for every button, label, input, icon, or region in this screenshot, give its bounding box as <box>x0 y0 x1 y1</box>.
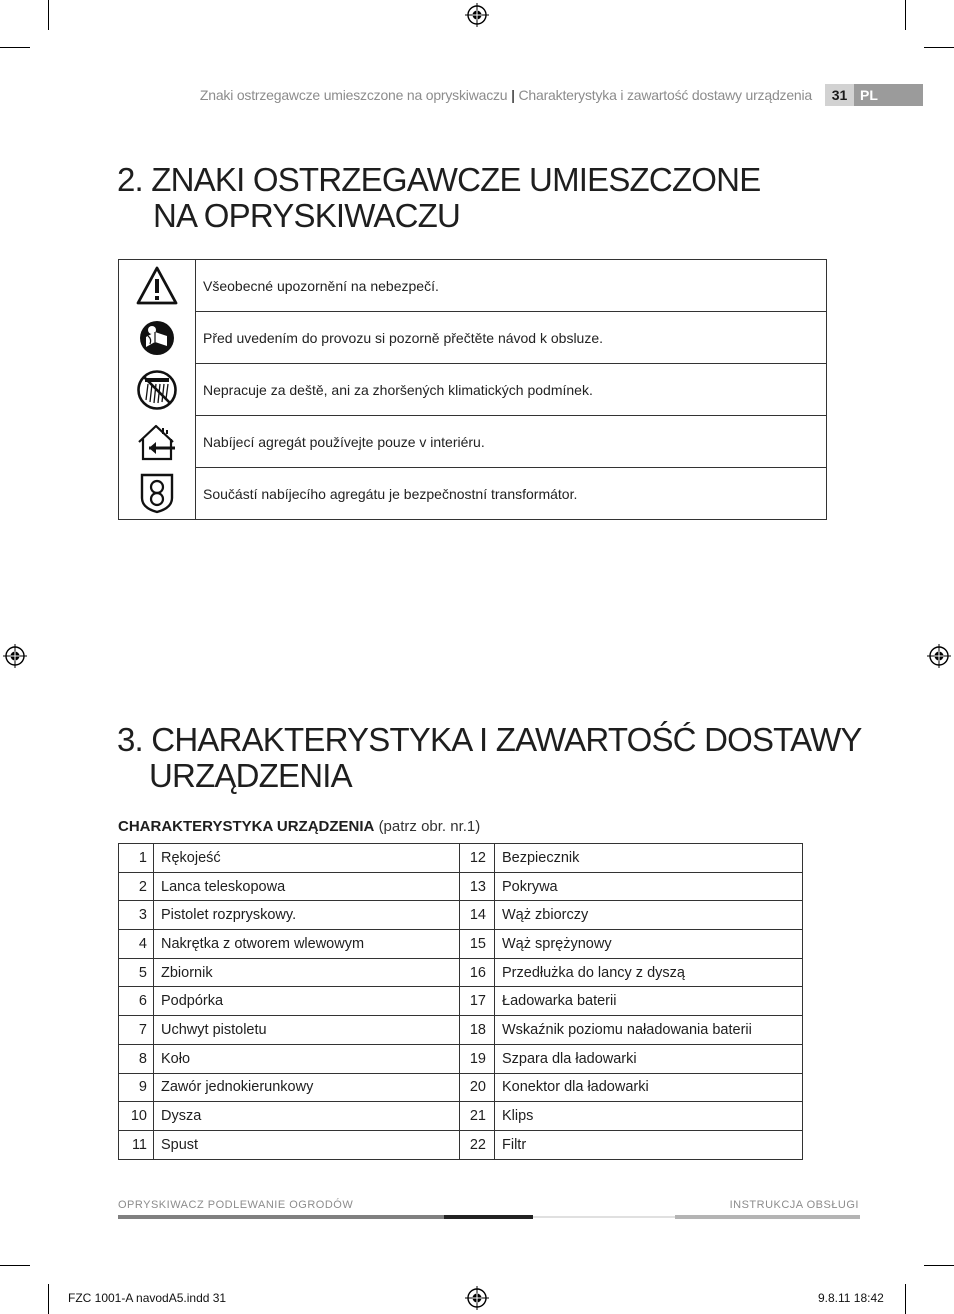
warning-row <box>119 260 827 312</box>
section-3-title <box>117 722 862 794</box>
feature-number: 18 <box>460 1016 495 1045</box>
page-tab <box>825 84 923 106</box>
section-3-title-line2: URZĄDZENIA <box>149 757 352 794</box>
section-2-title-line2: NA OPRYSKIWACZU <box>153 197 461 234</box>
warning-text: Součástí nabíjecího agregátu je bezpečnostní transformátor. <box>196 468 827 520</box>
feature-row <box>119 872 803 901</box>
crop-mark <box>0 1265 30 1266</box>
feature-number: 17 <box>460 987 495 1016</box>
slug-date: 9.8.11 18:42 <box>818 1291 884 1305</box>
feature-name: Ładowarka baterii <box>495 987 803 1016</box>
warning-row <box>119 416 827 468</box>
footer-bar <box>118 1215 444 1219</box>
footer-left-text: OPRYSKIWACZ PODLEWANIE OGRODÓW <box>118 1199 354 1211</box>
read-manual-icon <box>138 319 176 357</box>
feature-name: Spust <box>154 1130 460 1159</box>
feature-name: Wąż zbiorczy <box>495 901 803 930</box>
language-label: PL <box>854 84 923 106</box>
feature-number: 15 <box>460 930 495 959</box>
slug-file-name: FZC 1001-A navodA5.indd 31 <box>68 1291 227 1305</box>
warning-text: Před uvedením do provozu si pozorně přečtěte návod k obsluze. <box>196 312 827 364</box>
feature-name: Lanca teleskopowa <box>154 872 460 901</box>
section-2-title <box>117 162 760 234</box>
feature-name: Dysza <box>154 1102 460 1131</box>
feature-name: Rękojeść <box>154 844 460 873</box>
feature-name: Wskaźnik poziomu naładowania baterii <box>495 1016 803 1045</box>
crop-mark <box>924 1265 954 1266</box>
warning-signs-table <box>118 259 827 520</box>
footer-bar <box>444 1215 533 1219</box>
running-header-separator: | <box>511 87 515 103</box>
feature-row <box>119 901 803 930</box>
feature-name: Pistolet rozpryskowy. <box>154 901 460 930</box>
feature-name: Koło <box>154 1044 460 1073</box>
feature-name: Przedłużka do lancy z dyszą <box>495 958 803 987</box>
registration-mark-icon <box>3 644 27 668</box>
feature-name: Podpórka <box>154 987 460 1016</box>
feature-number: 5 <box>119 958 154 987</box>
feature-number: 10 <box>119 1102 154 1131</box>
feature-number: 22 <box>460 1130 495 1159</box>
warning-triangle-icon <box>136 265 178 307</box>
feature-number: 3 <box>119 901 154 930</box>
footer-bar <box>533 1216 675 1218</box>
running-header <box>0 87 812 103</box>
feature-row <box>119 987 803 1016</box>
features-subheading <box>118 818 480 835</box>
feature-number: 9 <box>119 1073 154 1102</box>
feature-number: 20 <box>460 1073 495 1102</box>
feature-number: 1 <box>119 844 154 873</box>
feature-row <box>119 1073 803 1102</box>
registration-mark-icon <box>465 3 489 27</box>
running-header-right: Charakterystyka i zawartość dostawy urządzenia <box>518 87 812 103</box>
feature-name: Zawór jednokierunkowy <box>154 1073 460 1102</box>
feature-name: Klips <box>495 1102 803 1131</box>
feature-row <box>119 930 803 959</box>
no-rain-icon <box>136 369 178 411</box>
footer-bar <box>675 1215 860 1219</box>
feature-number: 6 <box>119 987 154 1016</box>
registration-mark-icon <box>927 644 951 668</box>
feature-row <box>119 1130 803 1159</box>
crop-mark <box>924 47 954 48</box>
crop-mark <box>48 0 49 30</box>
registration-mark-icon <box>465 1286 489 1310</box>
feature-row <box>119 1044 803 1073</box>
feature-name: Wąż sprężynowy <box>495 930 803 959</box>
warning-row <box>119 312 827 364</box>
features-subheading-bold: CHARAKTERYSTYKA URZĄDZENIA <box>118 818 375 835</box>
warning-row <box>119 468 827 520</box>
feature-number: 13 <box>460 872 495 901</box>
features-table <box>118 843 803 1160</box>
feature-number: 8 <box>119 1044 154 1073</box>
feature-number: 14 <box>460 901 495 930</box>
feature-number: 12 <box>460 844 495 873</box>
running-header-left: Znaki ostrzegawcze umieszczone na opryskiwaczu <box>199 87 508 103</box>
section-3-title-line1: 3. CHARAKTERYSTYKA I ZAWARTOŚĆ DOSTAWY <box>117 721 862 758</box>
features-subheading-ref: (patrz obr. nr.1) <box>378 818 481 835</box>
crop-mark <box>48 1284 49 1314</box>
feature-name: Konektor dla ładowarki <box>495 1073 803 1102</box>
warning-row <box>119 364 827 416</box>
feature-name: Bezpiecznik <box>495 844 803 873</box>
feature-name: Szpara dla ładowarki <box>495 1044 803 1073</box>
crop-mark <box>905 1284 906 1314</box>
feature-number: 19 <box>460 1044 495 1073</box>
feature-number: 21 <box>460 1102 495 1131</box>
feature-name: Filtr <box>495 1130 803 1159</box>
footer-right-text: INSTRUKCJA OBSŁUGI <box>729 1199 859 1211</box>
crop-mark <box>0 47 30 48</box>
warning-text: Nepracuje za deště, ani za zhoršených klimatických podmínek. <box>196 364 827 416</box>
feature-name: Uchwyt pistoletu <box>154 1016 460 1045</box>
feature-row <box>119 1102 803 1131</box>
crop-mark <box>905 0 906 30</box>
safety-transformer-icon <box>138 472 176 514</box>
feature-number: 2 <box>119 872 154 901</box>
feature-number: 4 <box>119 930 154 959</box>
feature-row <box>119 1016 803 1045</box>
section-2-title-line1: 2. ZNAKI OSTRZEGAWCZE UMIESZCZONE <box>117 161 761 198</box>
feature-name: Zbiornik <box>154 958 460 987</box>
feature-number: 11 <box>119 1130 154 1159</box>
feature-row <box>119 958 803 987</box>
warning-text: Všeobecné upozornění na nebezpečí. <box>196 260 827 312</box>
indoor-use-icon <box>135 422 179 462</box>
feature-name: Nakrętka z otworem wlewowym <box>154 930 460 959</box>
feature-row <box>119 844 803 873</box>
feature-number: 16 <box>460 958 495 987</box>
warning-text: Nabíjecí agregát používejte pouze v interiéru. <box>196 416 827 468</box>
feature-name: Pokrywa <box>495 872 803 901</box>
feature-number: 7 <box>119 1016 154 1045</box>
page-number: 31 <box>825 84 854 106</box>
